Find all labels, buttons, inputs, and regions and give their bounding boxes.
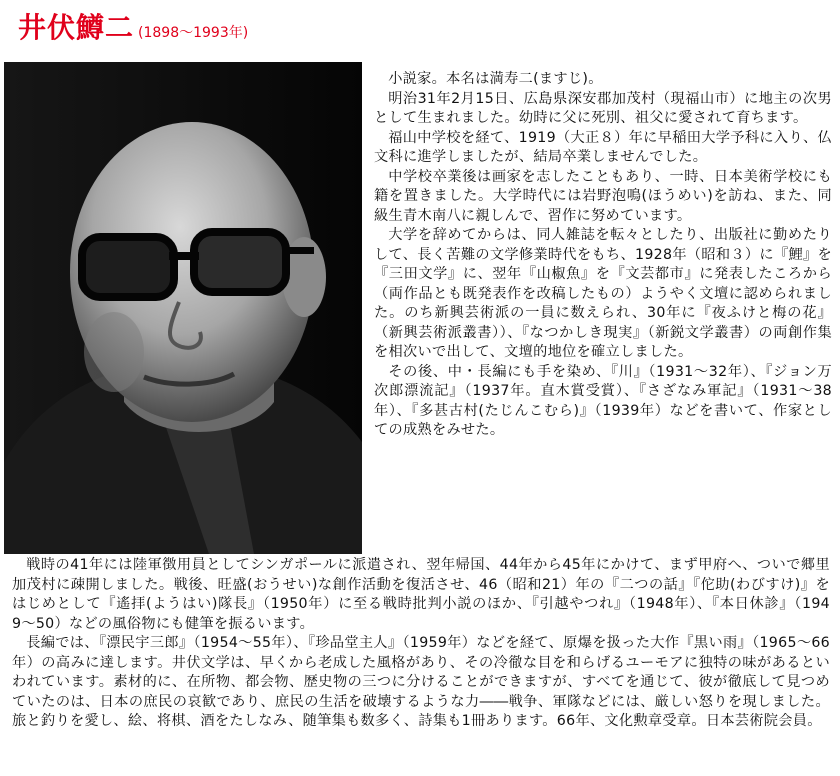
biography-paragraph: 中学校卒業後は画家を志したこともあり、一時、日本美術学校にも籍を置きました。大学時代には岩野泡鳴(ほうめい)を訪ね、また、同級生青木南八に親しんで、習作に努めています。: [374, 168, 832, 224]
intro-paragraph: 小説家。本名は満寿二(ますじ)。: [388, 71, 603, 87]
author-name: 井伏鱒二: [18, 11, 135, 44]
author-years: (1898〜1993年): [138, 25, 249, 41]
biography-side-column: [374, 70, 832, 441]
biography-paragraph: 明治31年2月15日、広島県深安郡加茂村（現福山市）に地主の次男として生まれました。幼時に父に死別、祖父に愛されて育ちます。: [374, 90, 832, 126]
portrait-icon: [4, 62, 362, 554]
biography-bottom-column: [12, 556, 830, 732]
portrait-photo: [4, 62, 362, 554]
page-title: [18, 6, 249, 44]
biography-paragraph: 戦時の41年には陸軍徴用員としてシンガポールに派遣され、翌年帰国、44年から45年にかけて、まず甲府へ、ついで郷里加茂村に疎開しました。戦後、旺盛(おうせい)な創作活動を復活させ、46（昭和21）年の『二つの話』『佗助(わびすけ)』をはじめとして『遙拝(ようはい)隊長』（1950年）に至る戦時批判小説のほか、『引越やつれ』（1948年）、『本日休診』（1949〜50）などの風俗物にも健筆を振るいます。: [12, 557, 830, 632]
biography-paragraph: 大学を辞めてからは、同人雑誌を転々としたり、出版社に勤めたりして、長く苦難の文学修業時代をもち、1928年（昭和３）に『鯉』を『三田文学』に、翌年『山椒魚』を『文芸都市』に発表したころから（両作品とも既発表作を改稿したもの）ようやく文壇に認められました。のち新興芸術派の一員に数えられ、30年に『夜ふけと梅の花』（新興芸術派叢書））、『なつかしき現実』（新鋭文学叢書）の両創作集を相次いで出して、文壇的地位を確立しました。: [374, 227, 832, 360]
biography-paragraph: 福山中学校を経て、1919（大正８）年に早稲田大学予科に入り、仏文科に進学しましたが、結局卒業しませんでした。: [374, 129, 832, 165]
biography-paragraph: その後、中・長編にも手を染め、『川』（1931〜32年）、『ジョン万次郎漂流記』（1937年。直木賞受賞）、『さざなみ軍記』（1931〜38年）、『多甚古村(たじんこむら)』（1939年）などを書いて、作家としての成熟をみせた。: [374, 363, 832, 438]
biography-paragraph: 長編では、『漂民宇三郎』（1954〜55年）、『珍品堂主人』（1959年）などを経て、原爆を扱った大作『黒い雨』（1965〜66年）の高みに達します。井伏文学は、早くから老成した風格があり、その冷徹な目を和らげるユーモアに独特の味があるといわれています。素材的に、在所物、都会物、歴史物の三つに分けることができますが、すべてを通じて、彼が徹底して見つめていたのは、日本の庶民の哀歓であり、庶民の生活を破壊するような力――戦争、軍隊などには、厳しい怒りを現しました。旅と釣りを愛し、絵、将棋、酒をたしなみ、随筆集も数多く、詩集も1冊あります。66年、文化勲章受章。日本芸術院会員。: [12, 635, 830, 729]
